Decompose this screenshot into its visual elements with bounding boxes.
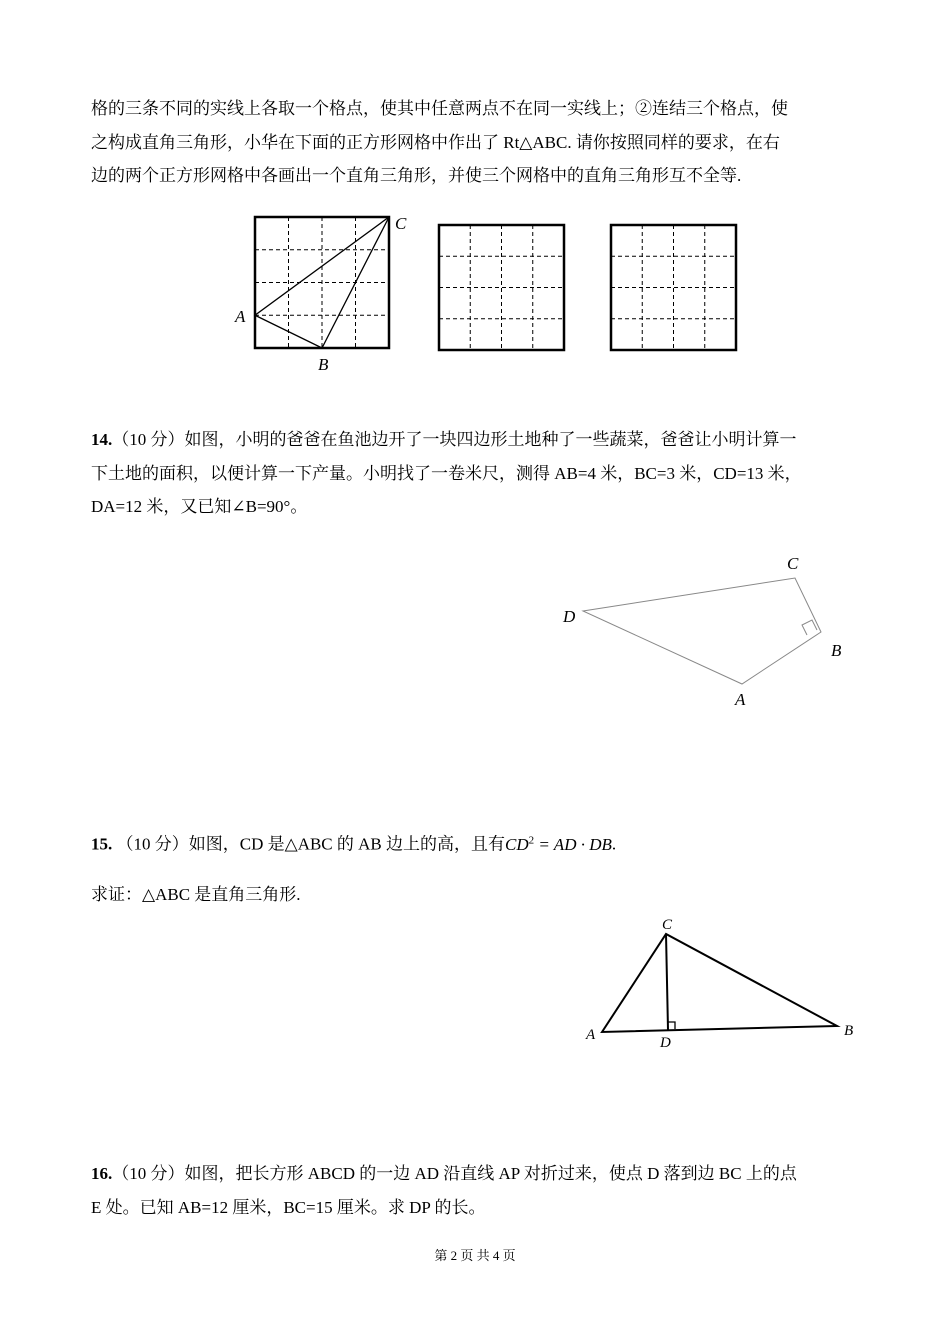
q16-line-2: E 处。已知 AB=12 厘米，BC=15 厘米。求 DP 的长。 [91,1197,486,1217]
label-a: A [586,1027,596,1043]
q13-line-3: 边的两个正方形网格中各画出一个直角三角形，并使三个网格中的直角三角形互不全等. [91,166,742,185]
q15-number: 15. [91,834,113,854]
label-c: C [787,554,799,573]
label-d: D [563,607,576,626]
q16-line-1-rest: （10 分）如图，把长方形 ABCD 的一边 AD 沿直线 AP 对折过来，使点 D 落到边 BC 上的点 [112,1164,797,1183]
q14-quadrilateral-figure [555,548,855,713]
grid-with-triangle [234,214,407,374]
formula-cd: CD [505,834,529,854]
q13-line-2: 之构成直角三角形，小华在下面的正方形网格中作出了 Rt△ABC. 请你按照同样的要求，在右 [91,132,780,152]
label-b: B [318,355,329,374]
q14-line-1 [91,423,866,457]
q15-line-1 [91,824,866,861]
label-d: D [660,1035,671,1051]
q13-line-1: 格的三条不同的实线上各取一个格点，使其中任意两点不在同一实线上；②连结三个格点，使 [91,99,788,118]
q15-triangle-figure [580,910,865,1055]
label-b: B [831,641,842,660]
q14-line-1-rest: （10 分）如图，小明的爸爸在鱼池边开了一块四边形土地种了一些蔬菜，爸爸让小明计算一 [112,430,797,449]
q15-formula [505,835,612,854]
label-b: B [844,1023,854,1039]
q15-line-2: 求证：△ABC 是直角三角形. [91,885,301,905]
formula-end: . [611,834,617,854]
right-angle-mark-d [668,1022,675,1029]
grid-empty-2 [611,225,736,350]
q16-line-1 [91,1157,866,1191]
grid-empty-1 [439,225,564,350]
q15-text [91,824,866,912]
label-c: C [662,917,673,933]
q14-line-3: DA=12 米，又已知∠B=90°。 [91,497,308,516]
quadrilateral-abcd [583,578,821,684]
right-angle-mark-b [802,620,817,635]
q13-text [91,92,866,193]
q13-grid-figures [225,205,755,380]
altitude-cd [666,934,668,1030]
label-a: A [735,690,746,709]
q14-line-2: 下土地的面积，以便计算一下产量。小明找了一卷米尺，测得 AB=4 米，BC=3 米，CD=13 米， [91,463,802,483]
q14-text [91,423,866,524]
q15-line-1-rest: （10 分）如图，CD 是△ABC 的 AB 边上的高，且有 [112,834,506,854]
grid-1-dashes [255,217,389,348]
label-c: C [395,214,407,233]
q16-text [91,1157,866,1224]
formula-exponent: 2 [528,834,535,846]
q16-number: 16. [91,1164,113,1183]
formula-rest: = AD · DB [534,834,612,854]
triangle-abc [602,934,837,1032]
label-a: A [235,307,246,326]
page-footer: 第 2 页 共 4 页 [434,1248,516,1263]
q14-number: 14. [91,430,113,449]
